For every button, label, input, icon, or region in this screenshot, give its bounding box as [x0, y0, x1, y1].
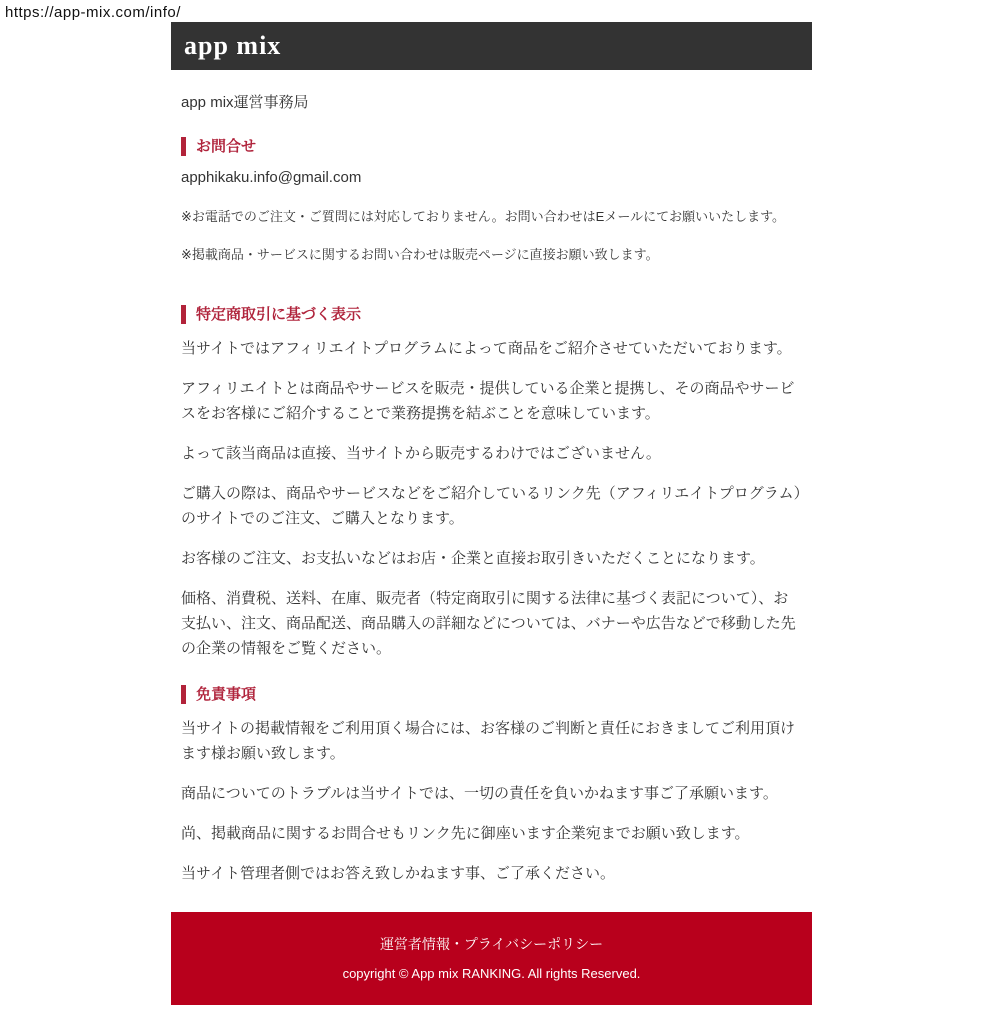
commerce-paragraph: アフィリエイトとは商品やサービスを販売・提供している企業と提携し、その商品やサービスをお客様にご紹介することで業務提携を結ぶことを意味しています。	[181, 380, 795, 422]
main-content	[171, 94, 812, 886]
commerce-paragraph: お客様のご注文、お支払いなどはお店・企業と直接お取引きいただくことになります。	[181, 550, 765, 567]
footer-copyright: copyright © App mix RANKING. All rights Reserved.	[342, 966, 641, 981]
commerce-paragraph: 価格、消費税、送料、在庫、販売者（特定商取引に関する法律に基づく表記について）、お支払い、注文、商品配送、商品購入の詳細などについては、バナーや広告などで移動した先の企業の情報をご覧ください。	[181, 590, 796, 657]
section-heading-contact: お問合せ	[181, 137, 802, 156]
site-logo-text[interactable]: app mix	[184, 31, 282, 60]
contact-note: ※お電話でのご注文・ご質問には対応しておりません。お問い合わせはEメールにてお願いいたします。	[181, 209, 786, 224]
commerce-paragraph: 当サイトではアフィリエイトプログラムによって商品をご紹介させていただいております。	[181, 340, 792, 357]
site-header	[171, 22, 812, 70]
site-footer	[171, 912, 812, 1005]
office-name: app mix運営事務局	[181, 94, 309, 111]
commerce-paragraph: よって該当商品は直接、当サイトから販売するわけではございません。	[181, 445, 661, 462]
disclaimer-paragraph: 当サイト管理者側ではお答え致しかねます事、ご了承ください。	[181, 865, 615, 882]
contact-note: ※掲載商品・サービスに関するお問い合わせは販売ページに直接お願い致します。	[181, 247, 659, 262]
disclaimer-paragraph: 当サイトの掲載情報をご利用頂く場合には、お客様のご判断と責任におきましてご利用頂けます様お願い致します。	[181, 720, 795, 762]
section-heading-disclaimer: 免責事項	[181, 685, 802, 704]
section-heading-commerce: 特定商取引に基づく表示	[181, 305, 802, 324]
contact-email: apphikaku.info@gmail.com	[181, 169, 362, 186]
disclaimer-paragraph: 商品についてのトラブルは当サイトでは、一切の責任を負いかねます事ご了承願います。	[181, 785, 778, 802]
disclaimer-paragraph: 尚、掲載商品に関するお問合せもリンク先に御座います企業宛までお願い致します。	[181, 825, 750, 842]
page-container	[171, 22, 812, 1005]
commerce-paragraph: ご購入の際は、商品やサービスなどをご紹介しているリンク先（アフィリエイトプログラム）のサイトでのご注文、ご購入となります。	[181, 485, 802, 527]
footer-privacy-link[interactable]: 運営者情報・プライバシーポリシー	[379, 936, 604, 952]
browser-url: https://app-mix.com/info/	[5, 4, 181, 21]
